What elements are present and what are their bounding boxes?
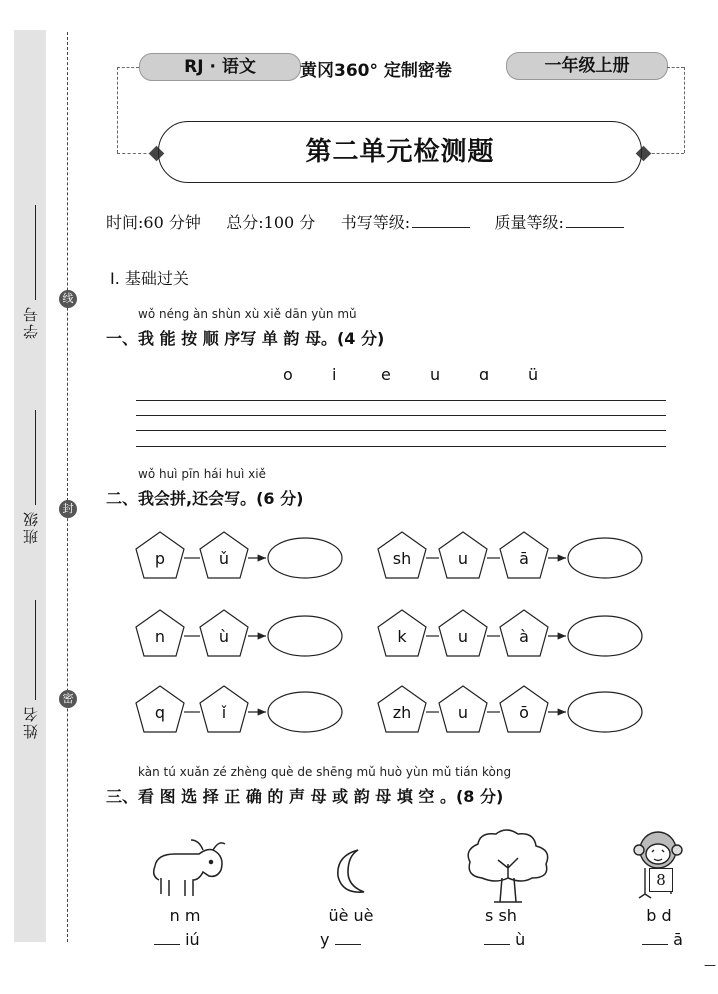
quality-grade-label: 质量等级: xyxy=(494,213,564,232)
seal-line: 线 xyxy=(59,290,77,308)
q1-pinyin: wǒ néng àn shùn xù xiě dān yùn mǔ xyxy=(138,307,357,321)
answer-blank[interactable]: y xyxy=(320,930,361,949)
syllable-text: ā xyxy=(519,549,529,568)
vowel: i xyxy=(332,365,337,384)
vowel: e xyxy=(381,365,391,384)
monkey-icon xyxy=(633,828,683,904)
answer-oval[interactable] xyxy=(268,616,342,656)
choice-label: b d xyxy=(646,906,672,925)
syllable-text: k xyxy=(397,627,407,646)
page-mark: — xyxy=(704,958,716,972)
answer-blank[interactable]: iú xyxy=(154,930,200,949)
subject-pill: RJ · 语文 xyxy=(139,53,301,81)
brand-text: 黄冈360° 定制密卷 xyxy=(300,61,452,81)
syllable-text: à xyxy=(519,627,529,646)
writing-grade-label: 书写等级: xyxy=(340,213,411,232)
ox-icon xyxy=(147,836,227,902)
q1-title: 一、我 能 按 顺 序写 单 韵 母。(4 分) xyxy=(106,329,385,348)
choice-label: s sh xyxy=(485,906,517,925)
syllable-text: u xyxy=(457,549,469,568)
answer-oval[interactable] xyxy=(568,538,642,578)
q3-title: 三、看 图 选 择 正 确 的 声 母 或 韵 母 填 空 。(8 分) xyxy=(106,787,504,806)
q2-pinyin: wǒ huì pīn hái huì xiě xyxy=(138,467,266,481)
seal-seal: 封 xyxy=(59,500,77,518)
syllable-text: sh xyxy=(392,549,412,568)
choice-label: üè uè xyxy=(328,906,374,925)
syllable-text: n xyxy=(154,627,166,646)
q2-title: 二、我会拼,还会写。(6 分) xyxy=(106,489,304,508)
class-label: 班级 xyxy=(22,510,40,544)
answer-blank[interactable]: ù xyxy=(484,930,525,949)
time-info: 时间:60 分钟 xyxy=(106,213,201,232)
seal-secret: 密 xyxy=(59,690,77,708)
syllable-text: q xyxy=(154,703,166,722)
number-badge: 8 xyxy=(649,868,673,892)
answer-oval[interactable] xyxy=(568,616,642,656)
syllable-text: p xyxy=(154,549,166,568)
answer-oval[interactable] xyxy=(568,692,642,732)
vowel: ü xyxy=(528,365,539,384)
syllable-text: ǐ xyxy=(221,703,227,722)
syllable-text: zh xyxy=(392,703,412,722)
page-title: 第二单元检测题 xyxy=(158,121,642,183)
grade-pill: 一年级上册 xyxy=(506,52,668,80)
vowel: ɑ xyxy=(479,365,490,384)
moon-icon xyxy=(330,846,374,898)
syllable-text: ù xyxy=(218,627,230,646)
name-label: 姓名 xyxy=(22,705,40,739)
syllable-text: ǔ xyxy=(218,549,230,568)
choice-label: n m xyxy=(169,906,201,925)
vowel: o xyxy=(283,365,293,384)
syllable-text: u xyxy=(457,627,469,646)
vowel: u xyxy=(430,365,441,384)
answer-blank[interactable]: ā xyxy=(642,930,683,949)
answer-oval[interactable] xyxy=(268,538,342,578)
answer-oval[interactable] xyxy=(268,692,342,732)
score-info: 总分:100 分 xyxy=(226,213,316,232)
syllable-text: ō xyxy=(519,703,529,722)
q3-pinyin: kàn tú xuǎn zé zhèng què de shēng mǔ huò yùn mǔ tián kòng xyxy=(138,765,512,779)
student-id-label: 学号 xyxy=(22,305,40,339)
section-title: Ⅰ. 基础过关 xyxy=(110,269,189,288)
tree-icon xyxy=(462,828,554,906)
syllable-text: u xyxy=(457,703,469,722)
